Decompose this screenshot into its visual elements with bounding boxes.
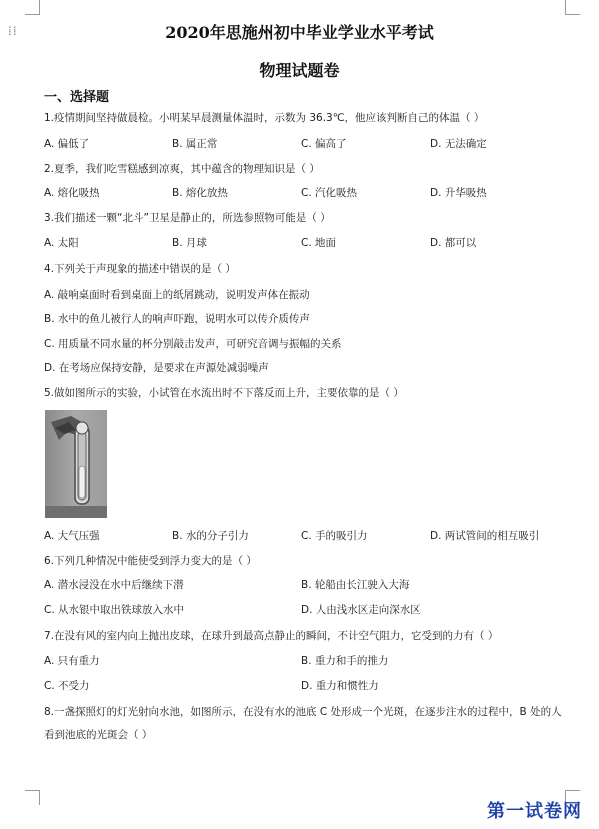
question-2-option-a: A. 熔化吸热 (44, 187, 100, 199)
question-2-stem: 2.夏季，我们吃雪糕感到凉爽，其中蕴含的物理知识是（ ） (44, 163, 320, 175)
question-6-option-b: B. 轮船由长江驶入大海 (301, 579, 410, 591)
question-1-stem: 1.疫情期间坚持做晨检。小明某早晨测量体温时，示数为 36.3℃，他应该判断自己的体温（ ） (44, 112, 485, 124)
question-6-option-a: A. 潜水浸没在水中后继续下潜 (44, 579, 184, 591)
question-1-option-a: A. 偏低了 (44, 138, 90, 150)
question-6-option-c: C. 从水银中取出铁球放入水中 (44, 604, 185, 616)
question-4-option-b: B. 水中的鱼儿被行人的响声吓跑，说明水可以传介质传声 (44, 313, 310, 325)
question-1-option-c: C. 偏高了 (301, 138, 347, 150)
section-heading: 一、选择题 (44, 90, 110, 105)
question-5-option-a: A. 大气压强 (44, 530, 100, 542)
crop-mark-top-right (565, 0, 580, 15)
question-2-option-c: C. 汽化吸热 (301, 187, 358, 199)
test-tube-experiment-figure (45, 410, 107, 518)
question-7-option-a: A. 只有重力 (44, 655, 100, 667)
question-7-option-b: B. 重力和手的推力 (301, 655, 389, 667)
question-7-option-d: D. 重力和惯性力 (301, 680, 379, 692)
crop-mark-top-left (25, 0, 40, 15)
question-3-option-c: C. 地面 (301, 237, 337, 249)
question-8-stem: 8.一盏探照灯的灯光射向水池，如图所示，在没有水的池底 C 处形成一个光斑，在逐步注水的过程中，B 处的人看到池底的光斑会（ ） (44, 706, 562, 741)
question-3-option-d: D. 都可以 (430, 237, 477, 249)
crop-mark-bottom-left (25, 790, 40, 805)
question-4-option-d: D. 在考场应保持安静，是要求在声源处减弱噪声 (44, 362, 269, 374)
page-subtitle: 物理试题卷 (259, 61, 340, 80)
question-3-option-a: A. 太阳 (44, 237, 79, 249)
question-5-option-c: C. 手的吸引力 (301, 530, 368, 542)
question-3-option-b: B. 月球 (172, 237, 207, 249)
question-6-option-d: D. 人由浅水区走向深水区 (301, 604, 421, 616)
question-2-option-d: D. 升华吸热 (430, 187, 487, 199)
question-4-option-c: C. 用质量不同水量的杯分别敲击发声，可研究音调与振幅的关系 (44, 338, 342, 350)
question-1-option-d: D. 无法确定 (430, 138, 487, 150)
question-6-stem: 6.下列几种情况中能使受到浮力变大的是（ ） (44, 555, 257, 567)
question-1-option-b: B. 属正常 (172, 138, 218, 150)
question-7-stem: 7.在没有风的室内向上抛出皮球，在球升到最高点静止的瞬间，不计空气阻力，它受到的力有（ ） (44, 630, 499, 642)
drag-handle-icon[interactable]: ⁞⁞ (8, 24, 18, 38)
question-4-option-a: A. 敲响桌面时看到桌面上的纸屑跳动，说明发声体在振动 (44, 289, 310, 301)
question-7-option-c: C. 不受力 (44, 680, 90, 692)
question-4-stem: 4.下列关于声现象的描述中错误的是（ ） (44, 263, 236, 275)
question-2-option-b: B. 熔化放热 (172, 187, 228, 199)
question-5-stem: 5.做如图所示的实验，小试管在水流出时不下落反而上升，主要依靠的是（ ） (44, 387, 404, 399)
question-3-stem: 3.我们描述一颗“北斗”卫星是静止的，所选参照物可能是（ ） (44, 212, 331, 224)
question-5-option-d: D. 两试管间的相互吸引 (430, 530, 540, 542)
question-5-option-b: B. 水的分子引力 (172, 530, 249, 542)
site-watermark: 第一试卷网 (487, 801, 582, 822)
page-title: 2020年思施州初中毕业学业水平考试 (165, 23, 434, 42)
